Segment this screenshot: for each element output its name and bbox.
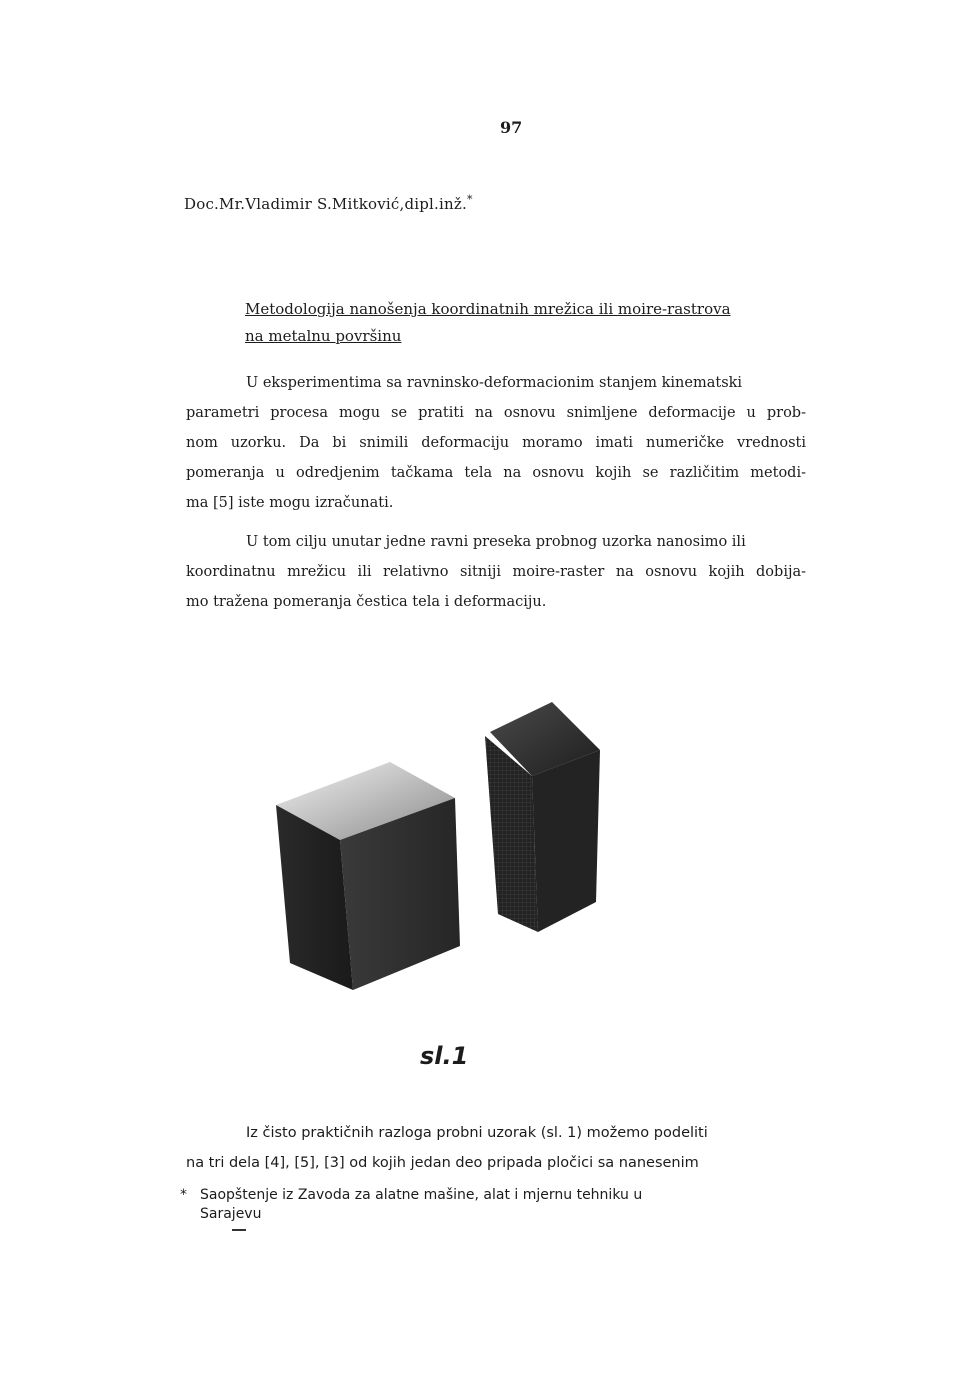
specimen-blocks-illustration bbox=[270, 690, 610, 995]
title-line-1: Metodologija nanošenja koordinatnih mrežica ili moire-rastrova bbox=[245, 300, 731, 318]
paragraph-line: nom uzorku. Da bi snimili deformaciju moramo imati numeričke vrednosti bbox=[186, 435, 806, 451]
author-footnote-mark: * bbox=[466, 193, 473, 206]
paragraph-1 bbox=[186, 368, 806, 518]
plain-specimen-block bbox=[276, 762, 460, 990]
page-number: 97 bbox=[500, 118, 523, 137]
footnote-mark: * bbox=[180, 1187, 187, 1203]
paragraph-line: na tri dela [4], [5], [3] od kojih jedan deo pripada pločici sa nanesenim bbox=[186, 1155, 699, 1171]
paragraph-line: pomeranja u odredjenim tačkama tela na osnovu kojih se različitim metodi- bbox=[186, 465, 806, 481]
paragraph-line: koordinatnu mrežicu ili relativno sitniji moire-raster na osnovu kojih dobija- bbox=[186, 564, 806, 580]
paragraph-2 bbox=[186, 527, 806, 617]
paragraph-line: U tom cilju unutar jedne ravni preseka probnog uzorka nanosimo ili bbox=[246, 534, 746, 550]
footnote-line-1: Saopštenje iz Zavoda za alatne mašine, alat i mjernu tehniku u bbox=[200, 1187, 643, 1203]
figure-specimen-blocks bbox=[270, 690, 610, 995]
title-line-2: na metalnu površinu bbox=[245, 327, 402, 345]
gridded-specimen-block bbox=[485, 702, 600, 932]
paragraph-3 bbox=[186, 1118, 806, 1178]
paragraph-line: Iz čisto praktičnih razloga probni uzorak (sl. 1) možemo podeliti bbox=[246, 1125, 708, 1141]
paragraph-line: U eksperimentima sa ravninsko-deformacionim stanjem kinematski bbox=[246, 375, 743, 391]
paragraph-line: parametri procesa mogu se pratiti na osnovu snimljene deformacije u prob- bbox=[186, 405, 806, 421]
author-name: Doc.Mr.Vladimir S.Mitković,dipl.inž. bbox=[184, 195, 467, 213]
author-line bbox=[184, 193, 473, 213]
figure-caption: sl.1 bbox=[420, 1042, 469, 1070]
footnote-line-2: Sarajevu bbox=[200, 1206, 262, 1222]
paragraph-line: ma [5] iste mogu izračunati. bbox=[186, 495, 394, 511]
hand-mark bbox=[232, 1229, 246, 1231]
paragraph-line: mo tražena pomeranja čestica tela i deformaciju. bbox=[186, 594, 547, 610]
footnote bbox=[180, 1186, 642, 1224]
article-title bbox=[245, 296, 805, 350]
